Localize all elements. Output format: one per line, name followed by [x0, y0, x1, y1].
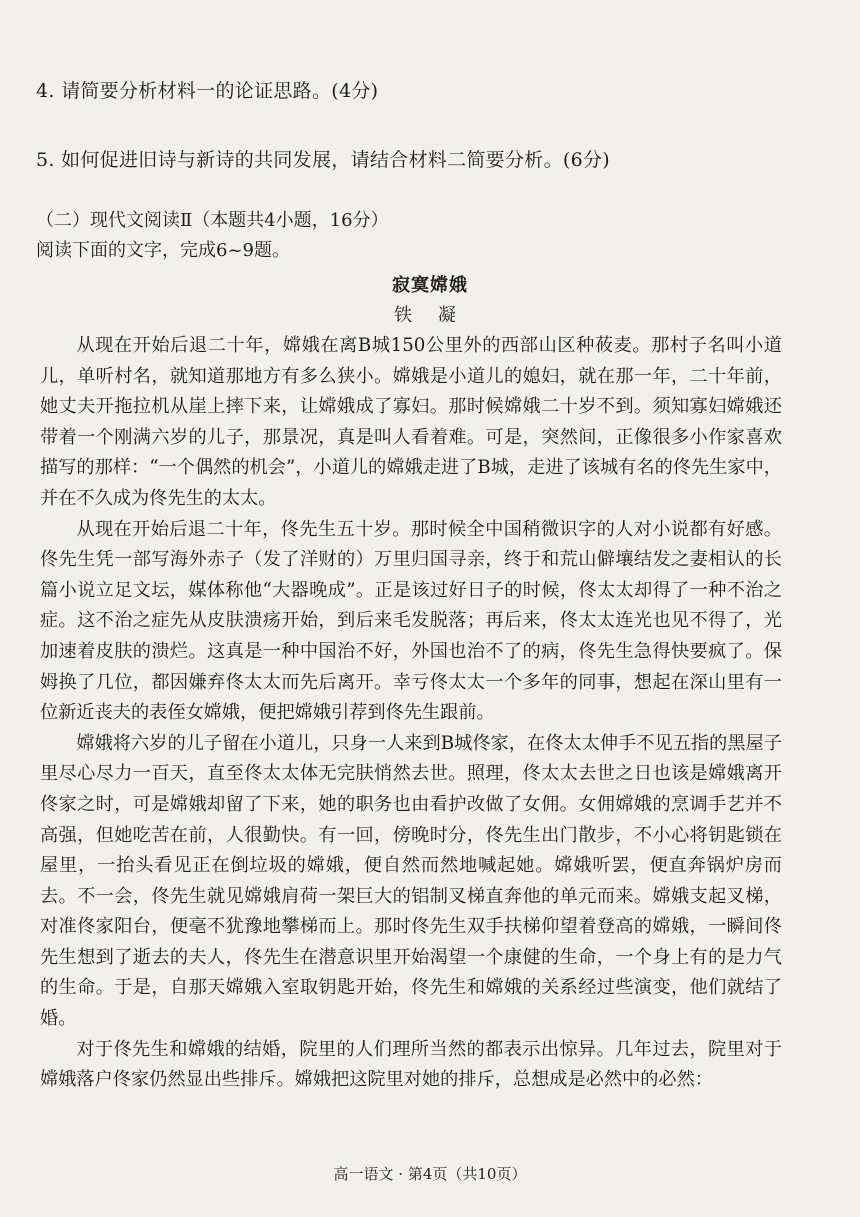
page-footer: 高一语文 · 第4页（共10页） [333, 1165, 527, 1183]
question-4: 4. 请简要分析材料一的论证思路。(4分) [36, 80, 379, 102]
question-5: 5. 如何促进旧诗与新诗的共同发展，请结合材料二简要分析。(6分) [36, 149, 610, 171]
article-paragraph-3: 嫦娥将六岁的儿子留在小道儿，只身一人来到B城佟家，在佟太太伸手不见五指的黑屋子里尽心尽力一百天，直至佟太太体无完肤悄然去世。照理，佟太太去世之日也该是嫦娥离开佟家之时，可是嫦娥却留了下来，她的职务也由看护改做了女佣。女佣嫦娥的烹调手艺并不高强，但她吃苦在前，人很勤快。有一回，傍晚时分，佟先生出门散步，不小心将钥匙锁在屋里，一抬头看见正在倒垃圾的嫦娥，便自然而然地喊起她。嫦娥听罢，便直奔锅炉房而去。不一会，佟先生就见嫦娥肩荷一架巨大的铝制叉梯直奔他的单元而来。嫦娥支起叉梯，对准佟家阳台，便毫不犹豫地攀梯而上。那时佟先生双手扶梯仰望着登高的嫦娥，一瞬间佟先生想到了逝去的夫人，佟先生在潜意识里开始渴望一个康健的生命，一个身上有的是力气的生命。于是，自那天嫦娥入室取钥匙开始，佟先生和嫦娥的关系经过些演变，他们就结了婚。 [40, 732, 782, 1030]
article-title: 寂寞嫦娥 [392, 275, 468, 296]
article-author: 铁 凝 [394, 305, 466, 326]
article-paragraph-2: 从现在开始后退二十年，佟先生五十岁。那时候全中国稍微识字的人对小说都有好感。佟先生凭一部写海外赤子（发了洋财的）万里归国寻亲，终于和荒山僻壤结发之妻相认的长篇小说立足文坛，媒体称他“大器晚成”。正是该过好日子的时候，佟太太却得了一种不治之症。这不治之症先从皮肤溃疡开始，到后来毛发脱落；再后来，佟太太连光也见不得了，光加速着皮肤的溃烂。这真是一种中国治不好，外国也治不了的病，佟先生急得快要疯了。保姆换了几位，都因嫌弃佟太太而先后离开。幸亏佟太太一个多年的同事，想起在深山里有一位新近丧夫的表侄女嫦娥，便把嫦娥引荐到佟先生跟前。 [40, 518, 782, 724]
section-header: （二）现代文阅读Ⅱ（本题共4小题，16分） [36, 210, 389, 231]
section-instruction: 阅读下面的文字，完成6~9题。 [36, 240, 290, 261]
article-body [40, 331, 782, 1096]
article-paragraph-4: 对于佟先生和嫦娥的结婚，院里的人们理所当然的都表示出惊异。几年过去，院里对于嫦娥落户佟家仍然显出些排斥。嫦娥把这院里对她的排斥，总想成是必然中的必然： [40, 1038, 782, 1091]
article-paragraph-1: 从现在开始后退二十年，嫦娥在离B城150公里外的西部山区种莜麦。那村子名叫小道儿，单听村名，就知道那地方有多么狭小。嫦娥是小道儿的媳妇，就在那一年，二十年前，她丈夫开拖拉机从崖上摔下来，让嫦娥成了寡妇。那时候嫦娥二十岁不到。须知寡妇嫦娥还带着一个刚满六岁的儿子，那景况，真是叫人看着难。可是，突然间，正像很多小作家喜欢描写的那样：“一个偶然的机会”，小道儿的嫦娥走进了B城，走进了该城有名的佟先生家中，并在不久成为佟先生的太太。 [40, 335, 782, 509]
